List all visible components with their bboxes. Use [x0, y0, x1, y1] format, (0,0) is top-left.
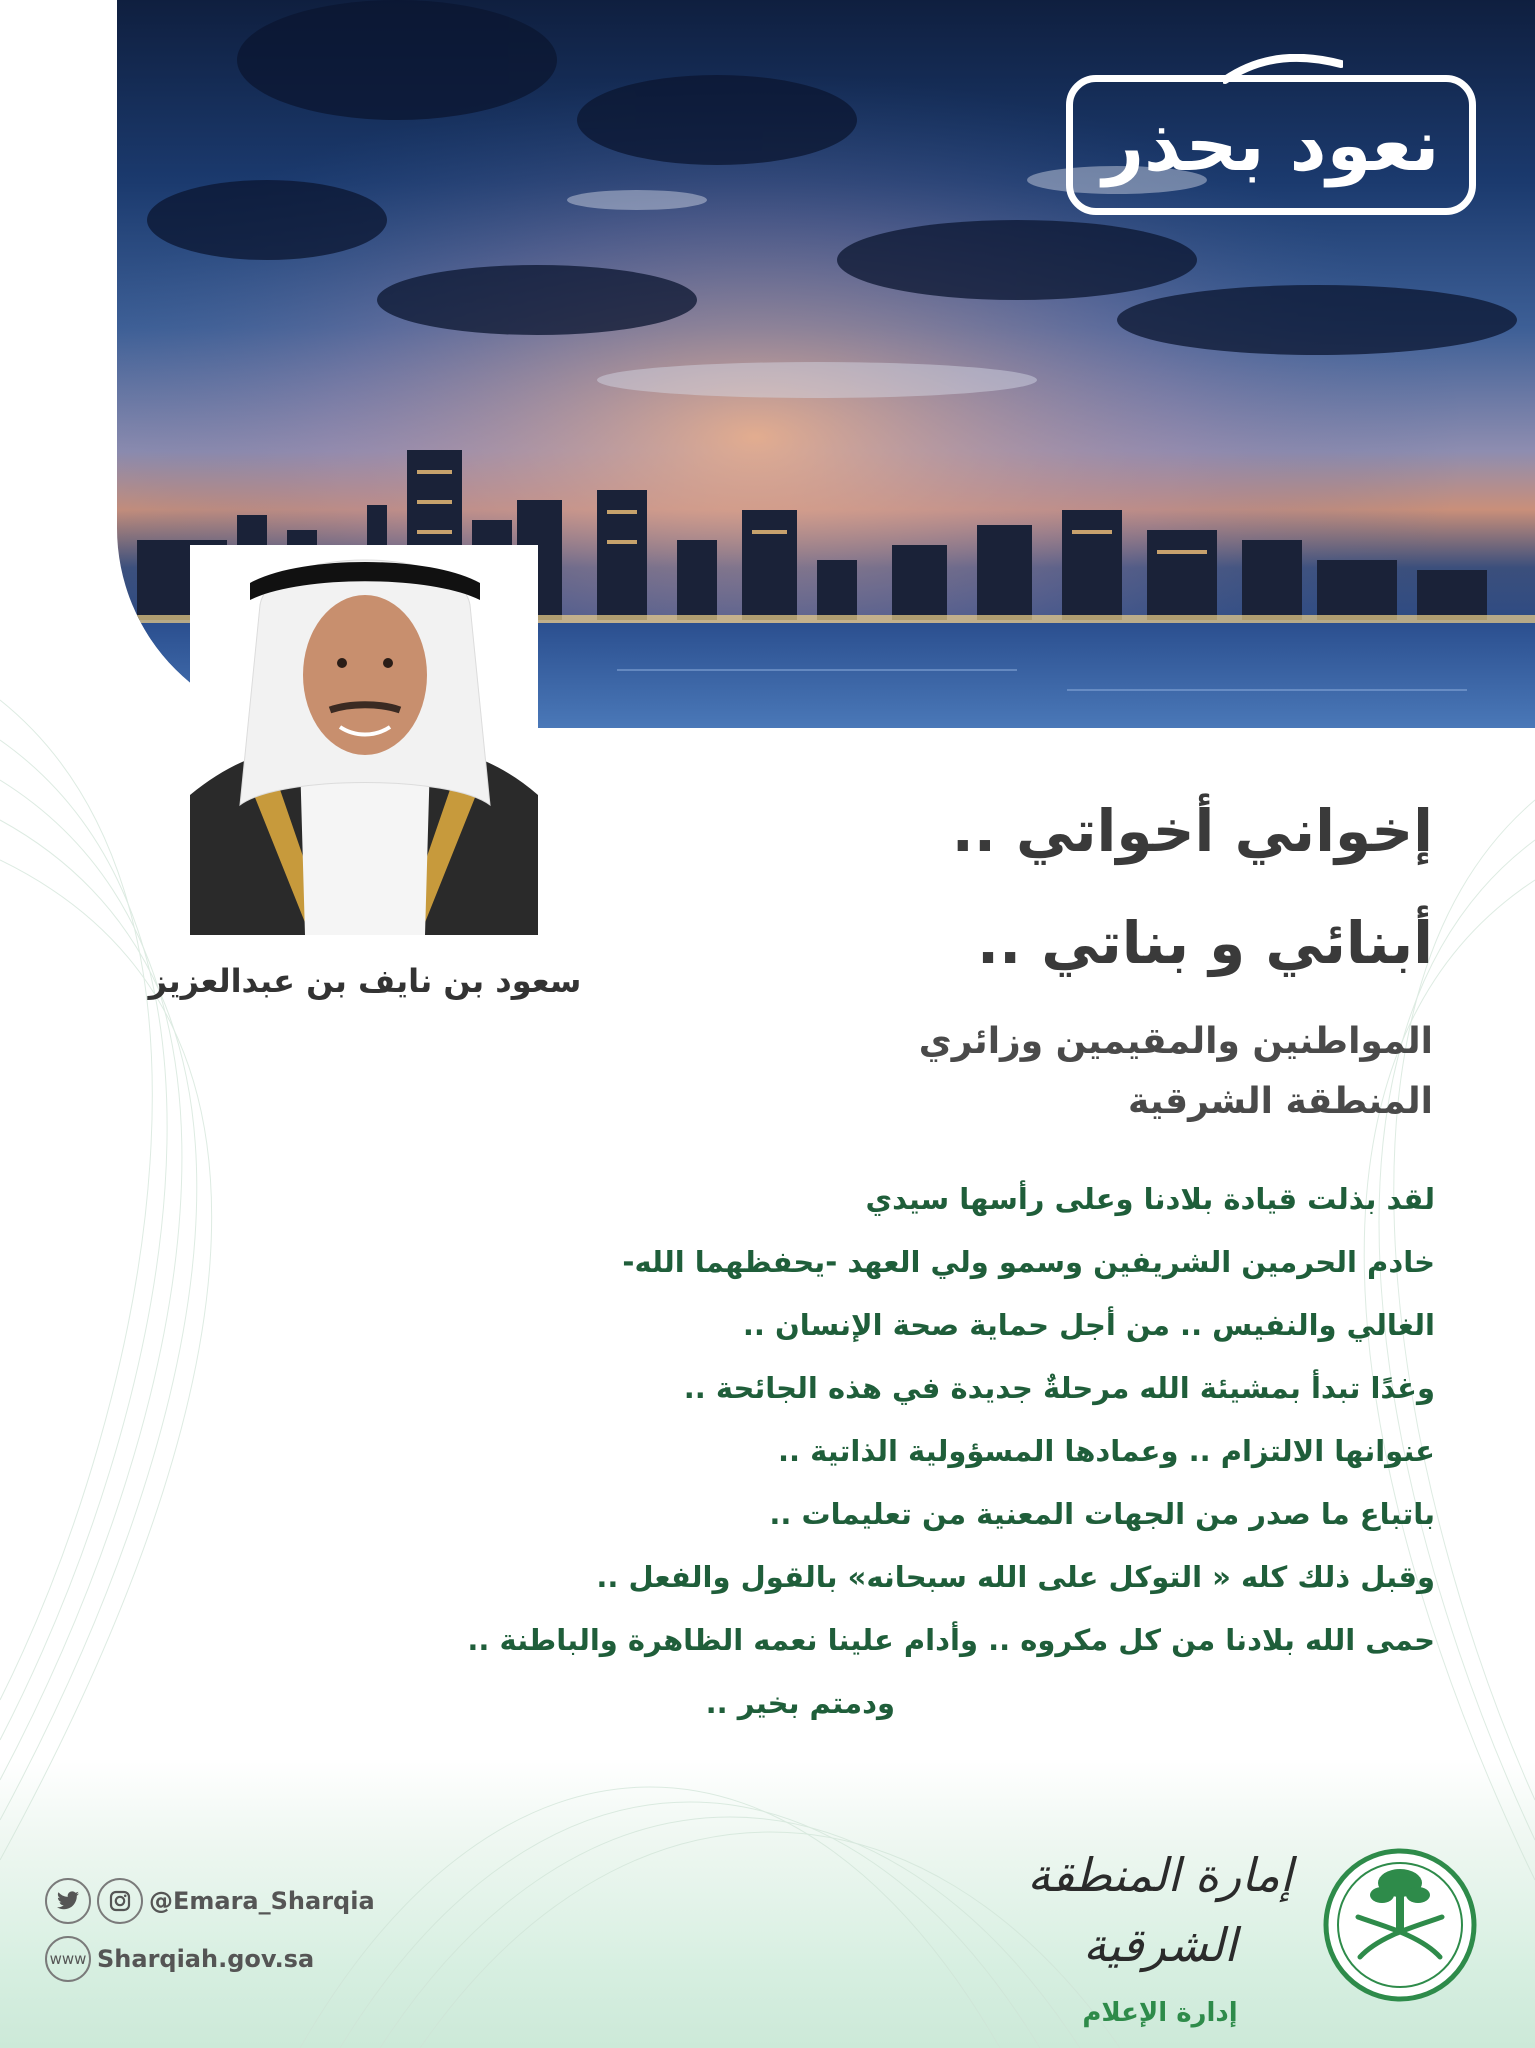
message-line: الغالي والنفيس .. من أجل حماية صحة الإنسان .. [742, 1308, 1435, 1342]
message-line: لقد بذلت قيادة بلادنا وعلى رأسها سيدي [865, 1182, 1435, 1216]
message-line: ودمتم بخير .. [705, 1686, 895, 1720]
website-link[interactable]: Sharqiah.gov.sa [97, 1945, 315, 1973]
audience-line-1: المواطنين والمقيمين وزائري [918, 1021, 1433, 1062]
www-label: www [49, 1950, 87, 1968]
website-row [45, 1934, 375, 1984]
message-line: عنوانها الالتزام .. وعمادها المسؤولية الذاتية .. [777, 1434, 1435, 1468]
organization-name: إمارة المنطقة الشرقية [1027, 1848, 1293, 1972]
message-line: باتباع ما صدر من الجهات المعنية من تعليمات .. [769, 1497, 1435, 1531]
globe-icon[interactable] [45, 1936, 91, 1982]
message-line: خادم الحرمين الشريفين وسمو ولي العهد -يحفظهما الله- [622, 1245, 1435, 1279]
headline-line-1: إخواني أخواتي .. [951, 797, 1433, 865]
organization-logo [980, 1840, 1340, 2028]
saudi-emblem-icon [1320, 1845, 1480, 2005]
campaign-logo [1066, 75, 1476, 215]
headline [633, 775, 1433, 999]
audience-line-2: المنطقة الشرقية [1127, 1081, 1433, 1122]
portrait-photo [190, 545, 538, 935]
person-name: سعود بن نايف بن عبدالعزيز [148, 962, 582, 1000]
social-handle-row [45, 1876, 375, 1926]
twitter-icon[interactable] [45, 1878, 91, 1924]
organization-department: إدارة الإعلام [1082, 1998, 1238, 2028]
instagram-icon[interactable] [97, 1878, 143, 1924]
headline-line-2: أبنائي و بناتي .. [977, 909, 1433, 977]
message-line: وقبل ذلك كله « التوكل على الله سبحانه» بالقول والفعل .. [596, 1560, 1435, 1594]
message-line: حمى الله بلادنا من كل مكروه .. وأدام علينا نعمه الظاهرة والباطنة .. [467, 1623, 1435, 1657]
social-handle[interactable]: @Emara_Sharqia [149, 1887, 375, 1915]
social-links [45, 1876, 375, 1984]
swoosh-icon [1223, 54, 1343, 84]
campaign-logo-text: نعود بحذر [1102, 103, 1440, 187]
audience-text [633, 1012, 1433, 1132]
portrait-illustration [190, 545, 538, 935]
message-body [385, 1168, 1435, 1735]
message-line: وغدًا تبدأ بمشيئة الله مرحلةٌ جديدة في هذه الجائحة .. [683, 1371, 1435, 1405]
